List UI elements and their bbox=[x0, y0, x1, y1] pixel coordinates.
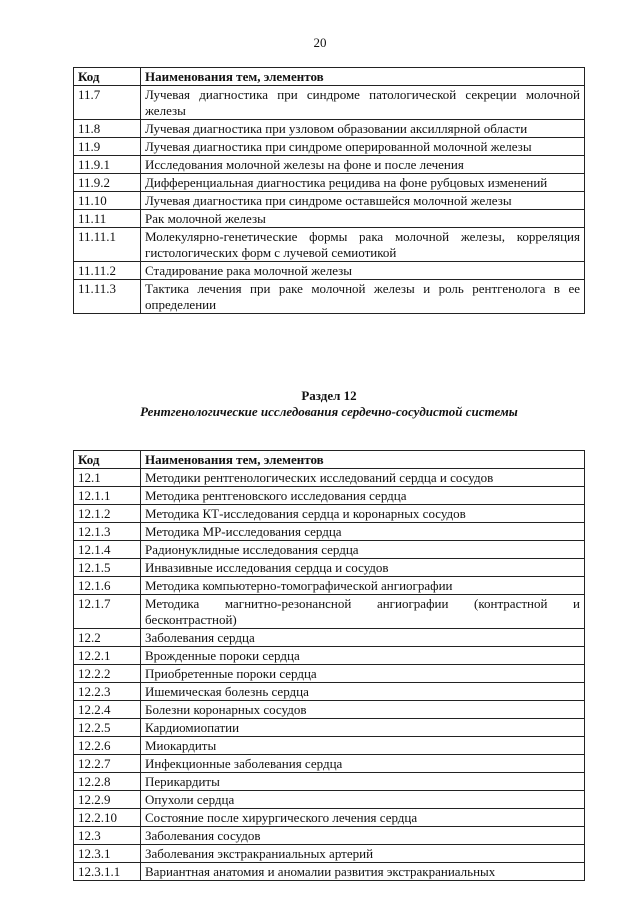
row-code: 12.1.6 bbox=[74, 577, 141, 595]
code-column-header: Код bbox=[74, 68, 141, 86]
table-row bbox=[74, 86, 585, 120]
row-name: Методика магнитно-резонансной ангиографии (контрастной и бесконтрастной) bbox=[141, 595, 585, 629]
table-body bbox=[74, 68, 585, 314]
row-name: Врожденные пороки сердца bbox=[141, 647, 585, 665]
row-name: Методика компьютерно-томографической ангиографии bbox=[141, 577, 585, 595]
table-row bbox=[74, 595, 585, 629]
table-row bbox=[74, 120, 585, 138]
row-code: 12.3.1.1 bbox=[74, 863, 141, 881]
table-row bbox=[74, 755, 585, 773]
table-row bbox=[74, 487, 585, 505]
code-column-header: Код bbox=[74, 451, 141, 469]
table-row bbox=[74, 737, 585, 755]
table-row bbox=[74, 665, 585, 683]
section-title: Раздел 12 bbox=[301, 388, 357, 403]
row-code: 12.1 bbox=[74, 469, 141, 487]
row-code: 11.11.3 bbox=[74, 280, 141, 314]
row-code: 12.2.2 bbox=[74, 665, 141, 683]
table-body bbox=[74, 451, 585, 881]
page-number: 20 bbox=[313, 35, 327, 50]
row-name: Вариантная анатомия и аномалии развития экстракраниальных bbox=[141, 863, 585, 881]
topics-table-section-11 bbox=[73, 67, 585, 314]
row-code: 11.9 bbox=[74, 138, 141, 156]
row-name: Кардиомиопатии bbox=[141, 719, 585, 737]
row-code: 12.1.4 bbox=[74, 541, 141, 559]
row-name: Инфекционные заболевания сердца bbox=[141, 755, 585, 773]
row-name: Методика КТ-исследования сердца и коронарных сосудов bbox=[141, 505, 585, 523]
row-code: 12.2.6 bbox=[74, 737, 141, 755]
table-row bbox=[74, 719, 585, 737]
name-column-header: Наименования тем, элементов bbox=[141, 68, 585, 86]
row-name: Лучевая диагностика при синдроме оставшейся молочной железы bbox=[141, 192, 585, 210]
row-code: 12.1.2 bbox=[74, 505, 141, 523]
row-code: 11.11 bbox=[74, 210, 141, 228]
row-code: 12.1.5 bbox=[74, 559, 141, 577]
row-name: Лучевая диагностика при узловом образовании аксиллярной области bbox=[141, 120, 585, 138]
table-row bbox=[74, 228, 585, 262]
row-name: Исследования молочной железы на фоне и после лечения bbox=[141, 156, 585, 174]
table-row bbox=[74, 505, 585, 523]
row-code: 12.2.1 bbox=[74, 647, 141, 665]
row-code: 11.11.1 bbox=[74, 228, 141, 262]
row-name: Лучевая диагностика при синдроме оперированной молочной железы bbox=[141, 138, 585, 156]
table-row bbox=[74, 647, 585, 665]
row-name: Лучевая диагностика при синдроме патологической секреции молочной железы bbox=[141, 86, 585, 120]
row-name: Ишемическая болезнь сердца bbox=[141, 683, 585, 701]
row-name: Тактика лечения при раке молочной железы и роль рентгенолога в ее определении bbox=[141, 280, 585, 314]
row-name: Миокардиты bbox=[141, 737, 585, 755]
row-name: Инвазивные исследования сердца и сосудов bbox=[141, 559, 585, 577]
table-row bbox=[74, 280, 585, 314]
table-row bbox=[74, 683, 585, 701]
row-code: 12.3 bbox=[74, 827, 141, 845]
row-code: 12.3.1 bbox=[74, 845, 141, 863]
row-code: 12.2.8 bbox=[74, 773, 141, 791]
row-code: 12.1.7 bbox=[74, 595, 141, 629]
table-row bbox=[74, 863, 585, 881]
row-code: 12.2.9 bbox=[74, 791, 141, 809]
table-row bbox=[74, 577, 585, 595]
table-row bbox=[74, 210, 585, 228]
name-column-header: Наименования тем, элементов bbox=[141, 451, 585, 469]
row-code: 12.2.10 bbox=[74, 809, 141, 827]
table-row bbox=[74, 469, 585, 487]
row-code: 12.2.3 bbox=[74, 683, 141, 701]
row-name: Методика МР-исследования сердца bbox=[141, 523, 585, 541]
row-name: Болезни коронарных сосудов bbox=[141, 701, 585, 719]
row-name: Заболевания сердца bbox=[141, 629, 585, 647]
row-name: Заболевания сосудов bbox=[141, 827, 585, 845]
row-code: 11.9.2 bbox=[74, 174, 141, 192]
row-code: 11.8 bbox=[74, 120, 141, 138]
table-header-row bbox=[74, 68, 585, 86]
table-header-row bbox=[74, 451, 585, 469]
row-code: 11.7 bbox=[74, 86, 141, 120]
row-name: Молекулярно-генетические формы рака молочной железы, корреляция гистологических форм с лучевой семиотикой bbox=[141, 228, 585, 262]
table-row bbox=[74, 791, 585, 809]
row-name: Приобретенные пороки сердца bbox=[141, 665, 585, 683]
row-code: 12.2 bbox=[74, 629, 141, 647]
table-row bbox=[74, 629, 585, 647]
table-row bbox=[74, 701, 585, 719]
row-name: Методика рентгеновского исследования сердца bbox=[141, 487, 585, 505]
row-code: 11.11.2 bbox=[74, 262, 141, 280]
table-row bbox=[74, 541, 585, 559]
row-name: Дифференциальная диагностика рецидива на фоне рубцовых изменений bbox=[141, 174, 585, 192]
row-code: 12.2.5 bbox=[74, 719, 141, 737]
row-name: Методики рентгенологических исследований сердца и сосудов bbox=[141, 469, 585, 487]
table-row bbox=[74, 138, 585, 156]
row-name: Опухоли сердца bbox=[141, 791, 585, 809]
table-row bbox=[74, 262, 585, 280]
row-code: 12.2.7 bbox=[74, 755, 141, 773]
row-name: Перикардиты bbox=[141, 773, 585, 791]
row-code: 12.2.4 bbox=[74, 701, 141, 719]
table-row bbox=[74, 559, 585, 577]
table-row bbox=[74, 845, 585, 863]
table-row bbox=[74, 809, 585, 827]
row-name: Радионуклидные исследования сердца bbox=[141, 541, 585, 559]
row-name: Стадирование рака молочной железы bbox=[141, 262, 585, 280]
row-code: 11.9.1 bbox=[74, 156, 141, 174]
table-row bbox=[74, 192, 585, 210]
row-name: Состояние после хирургического лечения сердца bbox=[141, 809, 585, 827]
topics-table-section-12 bbox=[73, 450, 585, 881]
table-row bbox=[74, 773, 585, 791]
section-subtitle: Рентгенологические исследования сердечно-сосудистой системы bbox=[140, 404, 518, 419]
row-code: 11.10 bbox=[74, 192, 141, 210]
row-name: Заболевания экстракраниальных артерий bbox=[141, 845, 585, 863]
table-row bbox=[74, 523, 585, 541]
row-code: 12.1.1 bbox=[74, 487, 141, 505]
table-row bbox=[74, 156, 585, 174]
row-code: 12.1.3 bbox=[74, 523, 141, 541]
table-row bbox=[74, 827, 585, 845]
table-row bbox=[74, 174, 585, 192]
row-name: Рак молочной железы bbox=[141, 210, 585, 228]
